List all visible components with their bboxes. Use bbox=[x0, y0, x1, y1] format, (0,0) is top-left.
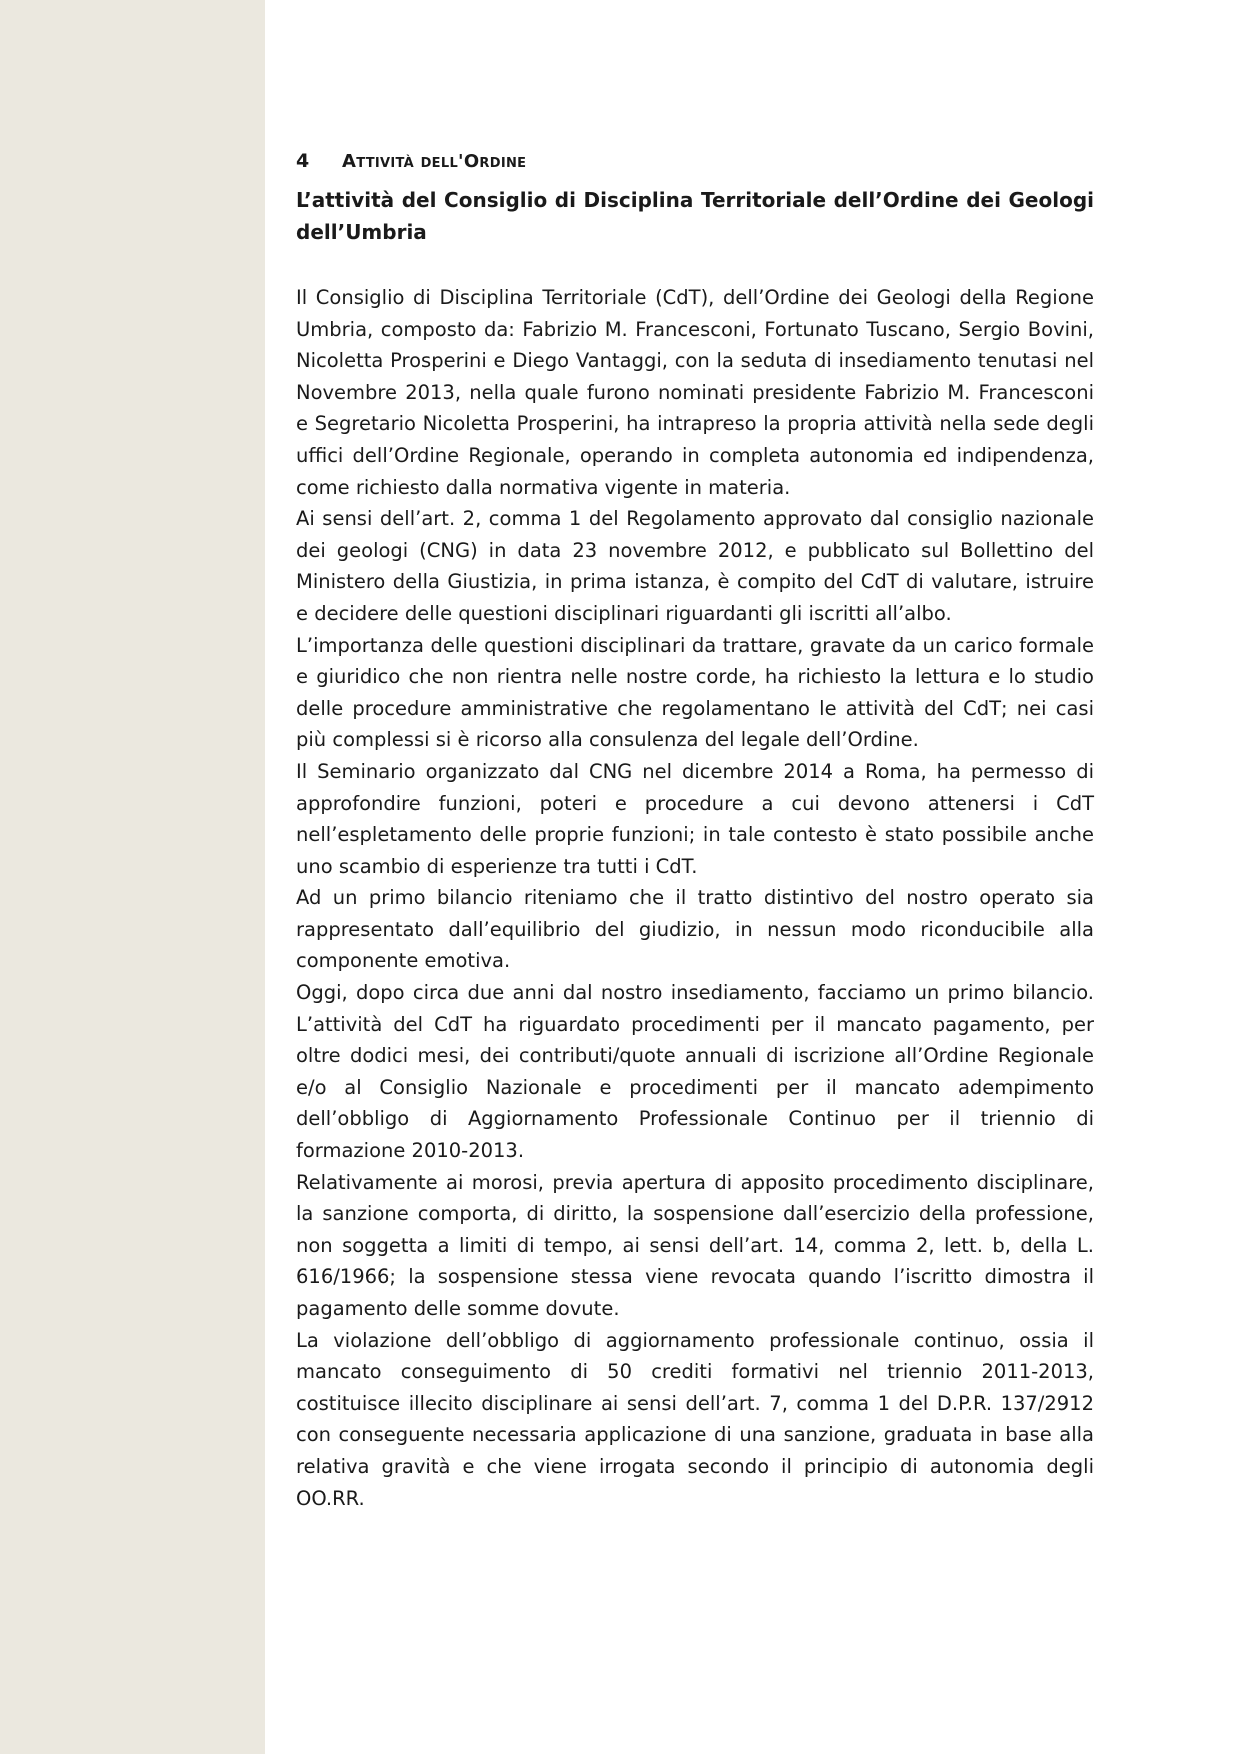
section-heading bbox=[296, 146, 1094, 177]
paragraph: Oggi, dopo circa due anni dal nostro insediamento, facciamo un primo bilancio. L’attività del CdT ha riguardato procedimenti per il mancato pagamento, per oltre dodici mesi, dei contributi/quote annuali di iscrizione all’Ordine Regionale e/o al Consiglio Nazionale e procedimenti per il mancato adempimento dell’obbligo di Aggiornamento Professionale Continuo per il triennio di formazione 2010-2013. bbox=[296, 981, 1094, 1163]
page-side-band bbox=[0, 0, 265, 1754]
section-title: Attività dell'Ordine bbox=[342, 151, 527, 172]
paragraph: Ad un primo bilancio riteniamo che il tratto distintivo del nostro operato sia rappresentato dall’equilibrio del giudizio, in nessun modo riconducibile alla componente emotiva. bbox=[296, 886, 1094, 973]
section-number: 4 bbox=[296, 150, 310, 172]
paragraph: Ai sensi dell’art. 2, comma 1 del Regolamento approvato dal consiglio nazionale dei geologi (CNG) in data 23 novembre 2012, e pubblicato sul Bollettino del Ministero della Giustizia, in prima istanza, è compito del CdT di valutare, istruire e decidere delle questioni disciplinari riguardanti gli iscritti all’albo. bbox=[296, 507, 1094, 625]
page-content bbox=[296, 146, 1094, 1514]
paragraph: Il Seminario organizzato dal CNG nel dicembre 2014 a Roma, ha permesso di approfondire funzioni, poteri e procedure a cui devono attenersi i CdT nell’espletamento delle proprie funzioni; in tale contesto è stato possibile anche uno scambio di esperienze tra tutti i CdT. bbox=[296, 759, 1094, 878]
document-title: L’attività del Consiglio di Disciplina Territoriale dell’Ordine dei Geologi dell’Umbria bbox=[296, 188, 1094, 244]
paragraph: L’importanza delle questioni disciplinari da trattare, gravate da un carico formale e giuridico che non rientra nelle nostre corde, ha richiesto la lettura e lo studio delle procedure amministrative che regolamentano le attività del CdT; nei casi più complessi si è ricorso alla consulenza del legale dell’Ordine. bbox=[296, 633, 1094, 752]
paragraph: Il Consiglio di Disciplina Territoriale (CdT), dell’Ordine dei Geologi della Regione Umbria, composto da: Fabrizio M. Francesconi, Fortunato Tuscano, Sergio Bovini, Nicoletta Prosperini e Diego Vantaggi, con la seduta di insediamento tenutasi nel Novembre 2013, nella quale furono nominati presidente Fabrizio M. Francesconi e Segretario Nicoletta Prosperini, ha intrapreso la propria attività nella sede degli uffici dell’Ordine Regionale, operando in completa autonomia ed indipendenza, come richiesto dalla normativa vigente in materia. bbox=[296, 286, 1094, 499]
paragraph: Relativamente ai morosi, previa apertura di apposito procedimento disciplinare, la sanzione comporta, di diritto, la sospensione dall’esercizio della professione, non soggetta a limiti di tempo, ai sensi dell’art. 14, comma 2, lett. b, della L. 616/1966; la sospensione stessa viene revocata quando l’iscritto dimostra il pagamento delle somme dovute. bbox=[296, 1170, 1094, 1320]
paragraph: La violazione dell’obbligo di aggiornamento professionale continuo, ossia il mancato conseguimento di 50 crediti formativi nel triennio 2011-2013, costituisce illecito disciplinare ai sensi dell’art. 7, comma 1 del D.P.R. 137/2912 con conseguente necessaria applicazione di una sanzione, graduata in base alla relativa gravità e che viene irrogata secondo il principio di autonomia degli OO.RR. bbox=[296, 1328, 1094, 1510]
